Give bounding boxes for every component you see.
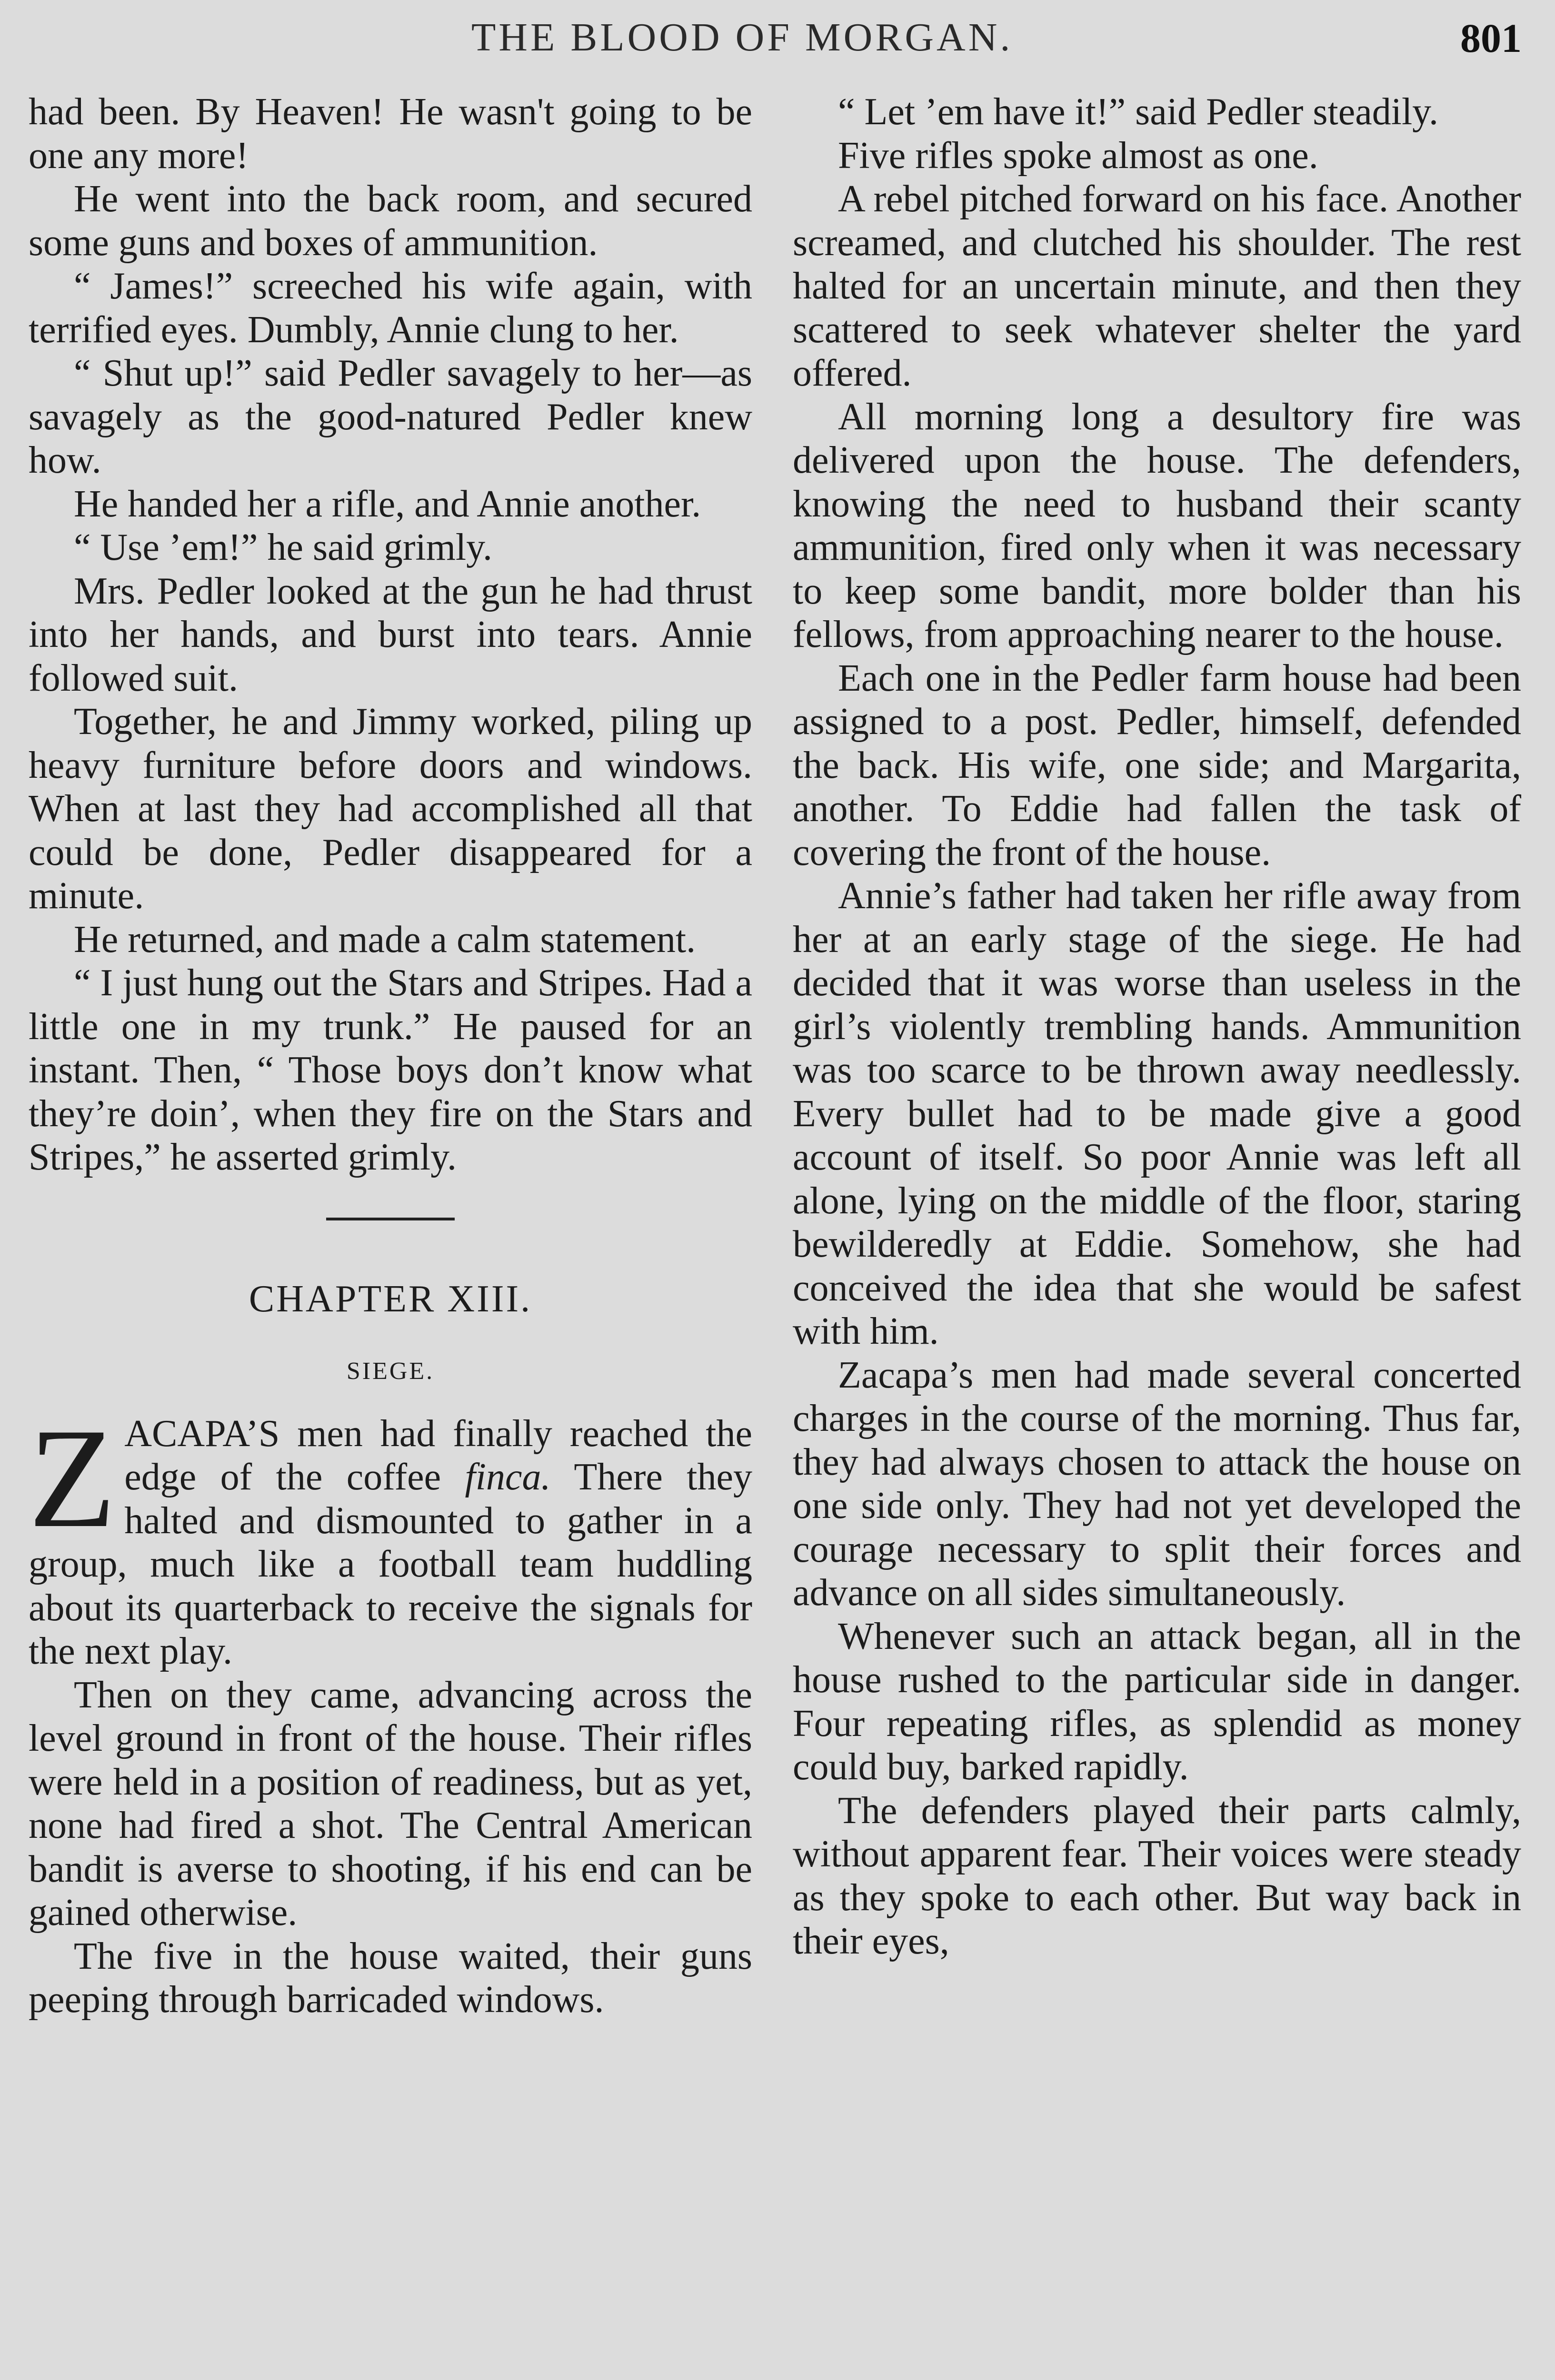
running-title: THE BLOOD OF MORGAN. <box>471 15 1013 60</box>
paragraph: had been. By Heaven! He wasn't going to be one any more! <box>29 91 752 177</box>
chapter-lead-paragraph <box>29 1398 752 1674</box>
paragraph: “ Let ’em have it!” said Pedler steadily. <box>838 91 1438 133</box>
paragraph: Then on they came, advancing across the level ground in front of the house. Their rifles were held in a position of readiness, but as yet, none had fired a shot. The Central American bandit is averse to shooting, if his end can be gained otherwise. <box>29 1674 752 1934</box>
page-header <box>0 10 1555 67</box>
paragraph: The defenders played their parts calmly, without apparent fear. Their voices were steady as they spoke to each other. But way back in their eyes, <box>793 1789 1521 1962</box>
section-divider <box>326 1218 455 1220</box>
paragraph: Each one in the Pedler farm house had been assigned to a post. Pedler, himself, defended the back. His wife, one side; and Margarita, another. To Eddie had fallen the task of covering the front of the house. <box>793 657 1521 873</box>
paragraph: “ I just hung out the Stars and Stripes. Had a little one in my trunk.” He paused for an instant. Then, “ Those boys don’t know what they’re doin’, when they fire on the Stars and Stripes,” he asserted grimly. <box>29 962 752 1178</box>
paragraph: “ Shut up!” said Pedler savagely to her—as savagely as the good-natured Pedler knew how. <box>29 352 752 481</box>
chapter-title: CHAPTER XIII. <box>249 1278 532 1320</box>
paragraph: He handed her a rifle, and Annie another. <box>74 483 701 525</box>
drop-cap: Z <box>29 1398 116 1557</box>
paragraph: Together, he and Jimmy worked, piling up heavy furniture before doors and windows. When at last they had accomplished all that could be done, Pedler disappeared for a minute. <box>29 701 752 917</box>
paragraph: Mrs. Pedler looked at the gun he had thrust into her hands, and burst into tears. Annie followed suit. <box>29 570 752 699</box>
paragraph: He went into the back room, and secured some guns and boxes of ammunition. <box>29 178 752 264</box>
paragraph: All morning long a desultory fire was delivered upon the house. The defenders, knowing the need to husband their scanty ammunition, fired only when it was necessary to keep some bandit, more bolder than his fellows, from approaching nearer to the house. <box>793 396 1521 655</box>
paragraph: The five in the house waited, their guns peeping through barricaded windows. <box>29 1935 752 2021</box>
chapter-subtitle: SIEGE. <box>346 1358 435 1385</box>
right-column <box>793 90 1521 1964</box>
paragraph: Annie’s father had taken her rifle away from her at an early stage of the siege. He had decided that it was worse than useless in the girl’s violently trembling hands. Ammunition was too scarce to be thrown away needlessly. Every bullet had to be made give a good account of itself. So poor Annie was left all alone, lying on the middle of the floor, staring bewilderedly at Eddie. Somehow, she had conceived the idea that she would be safest with him. <box>793 875 1521 1352</box>
paragraph: A rebel pitched forward on his face. Another screamed, and clutched his shoulder. The rest halted for an uncertain minute, and then they scattered to seek whatever shelter the yard offered. <box>793 178 1521 394</box>
lead-text-a: ACAPA’S men had finally reached the edge of the coffee <box>124 1412 752 1498</box>
lead-text-italic: finca. <box>465 1456 551 1498</box>
paragraph: He returned, and made a calm statement. <box>74 918 696 961</box>
lead-text-b: There they halted and dismounted to gather in a group, much like a football team huddling about its quarterback to receive the signals for the next play. <box>29 1456 752 1672</box>
paragraph: “ James!” screeched his wife again, with terrified eyes. Dumbly, Annie clung to her. <box>29 265 752 351</box>
page-number: 801 <box>1460 15 1522 61</box>
paragraph: “ Use ’em!” he said grimly. <box>74 526 492 568</box>
left-column <box>29 90 752 2022</box>
paragraph: Zacapa’s men had made several concerted charges in the course of the morning. Thus far, they had always chosen to attack the house on one side only. They had not yet developed the courage necessary to split their forces and advance on all sides simultaneously. <box>793 1354 1521 1614</box>
paragraph: Whenever such an attack began, all in the house rushed to the particular side in danger. Four repeating rifles, as splendid as money could buy, barked rapidly. <box>793 1615 1521 1788</box>
paragraph: Five rifles spoke almost as one. <box>838 134 1318 177</box>
